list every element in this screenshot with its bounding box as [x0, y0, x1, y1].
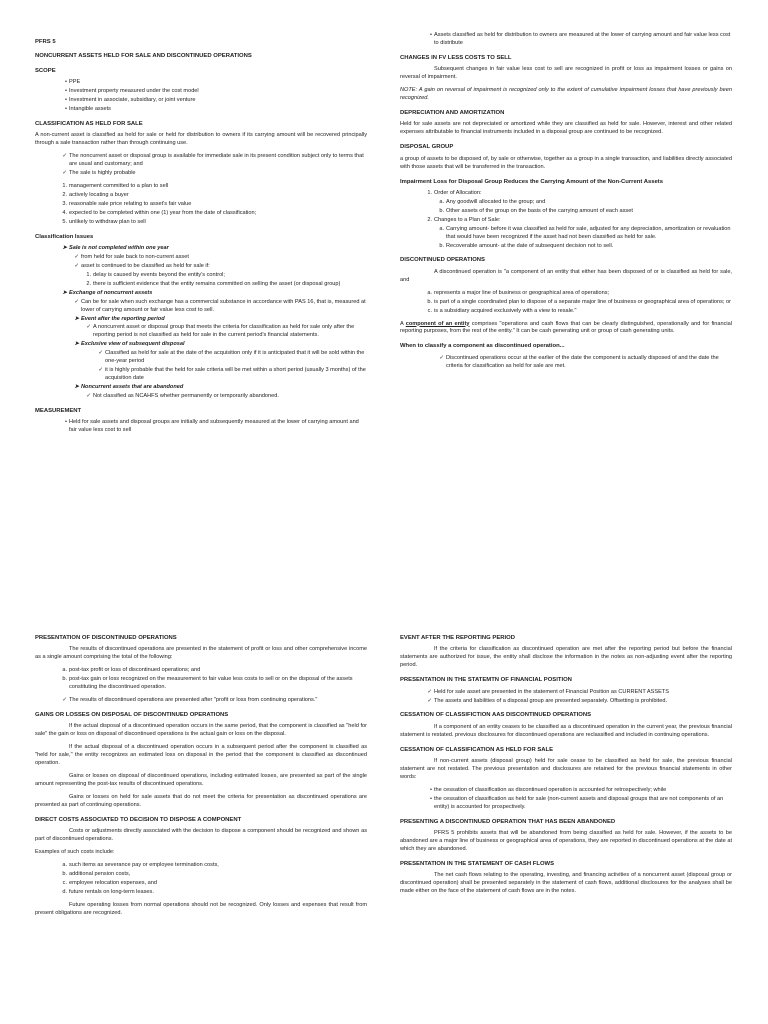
arrow-bullet-icon: ➤: [74, 384, 79, 390]
presentation-list: [35, 667, 367, 692]
list-item: • Investment property measured under the cost model: [65, 88, 199, 95]
page-2-left-column: [35, 628, 367, 923]
arrow-bullet-icon: ➤: [74, 315, 79, 322]
list-item: 5. unlikely to withdraw plan to sell: [62, 218, 146, 225]
classification-paragraph: A non-current asset is classified as held for sale or held for distribution to owners if its carrying amount will be recovered principally through a sale transaction rather than through continuing use.: [35, 132, 367, 147]
fv-changes-heading: CHANGES IN FV LESS COSTS TO SELL: [400, 54, 512, 61]
list-item: ✓ Held for sale asset are presented in the statement of Financial Position as CURRENT ASSETS: [434, 689, 732, 697]
direct-costs-list: [35, 862, 367, 897]
list-item: ✓ The assets and liabilities of a disposal group are presented separately. Offsetting is prohibited.: [434, 698, 732, 706]
list-item: a. Any goodwill allocated to the group; and: [439, 198, 546, 205]
checkmark-icon: ✓: [86, 392, 91, 399]
list-item: ✓ Can be for sale when such exchange has a commercial substance in accordance with PAS 16, that is, measured at lower of carrying amount or fair value less cost to sell.: [81, 299, 367, 315]
sfp-heading: PRESENTATION IN THE STATEMTN OF FINANCIAL POSITION: [400, 677, 572, 684]
document-header: PFRS 5: [35, 39, 56, 45]
gains-losses-paragraph: Gains or losses on disposal of discontinued operations, including estimated losses, are presented as part of the single amount representing the post-tax results of discontinued operations.: [35, 773, 367, 787]
discontinued-operations-heading: DISCONTINUED OPERATIONS: [400, 257, 485, 264]
checkmark-icon: ✓: [98, 367, 103, 374]
direct-costs-paragraph: Costs or adjustments directly associated with the decision to dispose a component should be recognized and shown as part of discontinued operations.: [35, 828, 367, 843]
checkmark-icon: ✓: [427, 688, 432, 695]
discontinued-criteria-list: [400, 290, 732, 316]
list-item: ✓ from held for sale back to non-current asset: [81, 254, 367, 262]
arrow-bullet-icon: ➤: [74, 341, 79, 348]
list-item: ✓ Classified as held for sale at the date of the acquisition only if it is anticipated that it will be sold within the one-year period: [105, 350, 367, 366]
list-item: d. future rentals on long-term leases.: [62, 888, 154, 895]
depreciation-heading: DEPRECIATION AND AMORTIZATION: [400, 110, 505, 116]
scope-list: [35, 79, 367, 114]
list-item: ✓ it is highly probable that the held for sale criteria will be met within a short period (usually 3 months) of the acquisition date: [105, 367, 367, 383]
list-item: b. additional pension costs,: [62, 870, 131, 877]
list-item: 3. reasonable sale price relating to asset's fair value: [62, 200, 192, 207]
document-title: NONCURRENT ASSETS HELD FOR SALE AND DISCONTINUED OPERATIONS: [35, 53, 252, 60]
gains-losses-heading: GAINS OR LOSSES ON DISPOSAL OF DISCONTINUED OPERATIONS: [35, 712, 229, 718]
checkmark-icon: ✓: [439, 354, 444, 361]
list-item: ✓ A noncurrent asset or disposal group that meets the criteria for classification as held for sale only after the reporting period is not classified as held for sale in the current period's financial statements.: [93, 324, 367, 340]
sfp-checklist: [400, 689, 732, 706]
list-item: 1. delay is caused by events beyond the entity's control;: [86, 271, 225, 278]
list-item: a. represents a major line of business or geographical area of operations;: [427, 289, 610, 296]
classification-issues-heading: Classification Issues: [35, 233, 94, 240]
checkmark-icon: ✓: [427, 697, 432, 704]
classification-heading: CLASSIFICATION AS HELD FOR SALE: [35, 120, 143, 127]
direct-costs-final-paragraph: Future operating losses from normal operations should not be recognized. Only losses and expenses that result from present obligations are recognized.: [35, 901, 367, 916]
checkmark-icon: ✓: [74, 253, 79, 260]
cash-flows-heading: PRESENTATION IN THE STATEMENT OF CASH FLOWS: [400, 860, 555, 867]
list-item: ✓ Not classified as NCAHFS whether permanently or temporarily abandoned.: [93, 393, 367, 401]
list-item: 2. Changes to a Plan of Sale:: [427, 216, 501, 223]
discontinued-operations-paragraph: A discontinued operation is "a component of an entity that either has been disposed of or is classified as held for sale, and: [400, 268, 732, 283]
page-1-right-column: [400, 32, 732, 376]
list-item: c. is a subsidiary acquired exclusively with a view to resale.": [427, 307, 577, 314]
page-2-right-column: [400, 628, 732, 901]
cessation-discontinued-heading: CESSATION OF CLASSIFICTION AAS DISCONTINUED OPERATIONS: [400, 712, 592, 719]
page-2: [0, 600, 768, 1024]
list-item: • Investment in associate, subsidiary, or joint venture: [65, 97, 196, 103]
arrow-bullet-icon: ➤: [62, 289, 67, 296]
list-item: ✓ asset is continued to be classified as held for sale if:: [81, 263, 367, 271]
arrow-bullet-icon: ➤: [62, 245, 67, 251]
list-item: b. is part of a single coordinated plan to dispose of a separate major line of business or geographical area of operations; or: [427, 298, 731, 305]
cessation-held-for-sale-heading: CESSATION OF CLASSIFICATION AS HELD FOR SALE: [400, 746, 554, 753]
list-item: • PPE: [65, 79, 81, 86]
disposal-group-heading: DISPOSAL GROUP: [400, 144, 454, 151]
impairment-heading: Impairment Loss for Disposal Group Reduces the Carrying Amount of the Non-Current Assets: [400, 178, 664, 185]
classification-checklist: [35, 153, 367, 178]
list-item: a. post-tax profit or loss of discontinued operations; and: [62, 667, 201, 674]
issue-item: ➤ Exclusive view of subsequent disposal: [81, 341, 367, 349]
list-item: ✓ Discontinued operations occur at the earlier of the date the component is actually disposed of and the date the criteria for classification as held for sale are met.: [446, 355, 732, 371]
list-item: ✓ The noncurrent asset or disposal group is available for immediate sale in its present condition subject only to terms that are usual and customary; and: [69, 153, 367, 169]
list-item: • Assets classified as held for distribution to owners are measured at the lower of carrying amount and fair value less cost to distribute: [430, 32, 731, 46]
list-item: 4. expected to be completed within one (1) year from the date of classification;: [62, 209, 257, 216]
disposal-group-paragraph: a group of assets to be disposed of, by sale or otherwise, together as a group in a single transaction, and liabilities directly associated with those assets that will be transferred in the transaction.: [400, 155, 732, 170]
checkmark-icon: ✓: [86, 324, 91, 331]
issue-item: ➤ Event after the reporting period: [81, 316, 367, 324]
list-item: • the cessation of classification as discontinued operation is accounted for retrospectively; while: [430, 786, 667, 793]
list-item: • the cessation of classification as held for sale (non-current assets and disposal groups that are not components of an entity) is accounted for prospectively.: [430, 795, 724, 810]
issue-item: ➤ Exchange of noncurrent assets: [69, 290, 367, 298]
abandoned-heading: PRESENTING A DISCONTINUED OPERATION THAT HAS BEEN ABANDONED: [400, 818, 616, 825]
checkmark-icon: ✓: [98, 350, 103, 357]
gains-losses-paragraph: Gains or losses on held for sale assets that do not meet the criteria for presentation as discontinued operations are presented as part of continuing operations.: [35, 793, 367, 808]
page-1-left-column: [35, 32, 367, 440]
list-item: b. Recoverable amount- at the date of subsequent decision not to sell.: [439, 242, 614, 249]
list-item: c. employee relocation expenses, and: [62, 879, 158, 886]
cessation-list: [400, 787, 732, 812]
when-to-classify-heading: When to classify a component as discontinued operation...: [400, 343, 565, 350]
direct-costs-examples-label: Examples of such costs include:: [35, 849, 115, 856]
component-definition-paragraph: A component of an entity comprises "operations and cash flows that can be clearly distinguished, operationally and for financial reporting purposes, from the rest of the entity." It can be cash generating unit or group of cash generating units.: [400, 320, 733, 335]
cessation-held-for-sale-paragraph: If non-current assets (disposal group) held for sale cease to be classified as held for sale, the previous financial statement are not restated. The previous presentation and disclosures are retained for the previous financial statements in other words:: [400, 758, 732, 780]
when-to-classify-list: [400, 355, 732, 371]
presentation-checklist: [35, 697, 367, 705]
gains-losses-paragraph: If the actual disposal of a discontinued operation occurs in a subsequent period after the component is classified as "held for sale," the entity recognizes an estimated loss on disposal in the period that the component is classified as discontinued operation.: [35, 744, 367, 767]
list-item: ✓ The results of discontinued operations are presented after "profit or loss from continuing operations.": [69, 697, 367, 705]
measurement-heading: MEASUREMENT: [35, 407, 82, 414]
checkmark-icon: ✓: [62, 170, 67, 176]
checkmark-icon: ✓: [62, 153, 67, 160]
list-item: 1. Order of Allocation:: [427, 189, 482, 196]
presentation-paragraph: The results of discontinued operations are presented in the statement of profit or loss and other comprehensive income as a single amount comprising the total of the following:: [35, 646, 367, 661]
list-item: 1. management committed to a plan to sell: [62, 182, 169, 189]
list-item: a. Carrying amount- before it was classified as held for sale, adjusted for any depreciation, amortization or revaluation that would have been recognized if the asset had not been classified as held for sale.: [439, 225, 731, 240]
checkmark-icon: ✓: [74, 262, 79, 269]
checkmark-icon: ✓: [74, 298, 79, 305]
impairment-list: [400, 190, 732, 251]
distribution-list: [400, 32, 732, 48]
issue-item: ➤ Noncurrent assets that are abandoned: [81, 384, 367, 392]
list-item: a. such items as severance pay or employee termination costs,: [62, 862, 219, 868]
direct-costs-heading: DIRECT COSTS ASSOCIATED TO DECISION TO DISPOSE A COMPONENT: [35, 816, 242, 823]
issue-item: ➤ Sale is not completed within one year: [69, 245, 367, 253]
abandoned-paragraph: PFRS 5 prohibits assets that will be abandoned from being classified as held for sale. However, if the assets to be abandoned are a major line of business or geographical area of operations, they are reported in discontinued operations at the date at which they are abandoned.: [400, 830, 732, 852]
list-item: ✓ The sale is highly probable: [69, 170, 367, 178]
event-after-heading: EVENT AFTER THE REPORTING PERIOD: [400, 635, 515, 641]
list-item: • Held for sale assets and disposal groups are initially and subsequently measured at the lower of carrying amount and fair value less cost to sell: [65, 419, 359, 434]
list-item: b. Other assets of the group on the basis of the carrying amount of each asset: [439, 207, 633, 214]
classification-issues-list: [35, 245, 367, 401]
depreciation-paragraph: Held for sale assets are not depreciated or amortized while they are classified as held for sale. However, interest and other related expenses attributable to financial instruments included in a disposal group are continued to be recognized.: [400, 121, 732, 136]
probable-criteria-list: [35, 183, 367, 227]
list-item: • Intangible assets: [65, 105, 111, 112]
list-item: 2. actively locating a buyer: [62, 191, 129, 198]
fv-note: NOTE: A gain on reversal of impairment is recognized only to the extent of cumulative impairment losses that have previously been recognized.: [400, 87, 732, 102]
fv-changes-paragraph: Subsequent changes in fair value less cost to sell are recognized in profit or loss as impairment losses or gains on reversal of impairment.: [400, 66, 732, 81]
checkmark-icon: ✓: [62, 697, 67, 704]
cash-flows-paragraph: The net cash flows relating to the operating, investing, and financing activities of a noncurrent asset (disposal group or discontinued operation) shall be presented separately in the statement of cash flows, additional disclosures for the analyses shall be made either on the face of the statement of cash flows are in the notes.: [400, 872, 732, 895]
cessation-discontinued-paragraph: If a component of an entity ceases to be classified as a discontinued operation in the current year, the previous financial statement is restated. previous disclosures for discontinued operations are reclassified and included in continuing operations.: [400, 723, 732, 738]
component-term: component of an entity: [405, 320, 470, 327]
list-item: 2. there is sufficient evidence that the entity remains committed on selling the asset (or disposal group): [86, 280, 341, 287]
scope-heading: SCOPE: [35, 67, 56, 74]
list-item: b. post-tax gain or loss recognized on the measurement to fair value less costs to sell or on the disposal of the assets constituting the discontinued operation.: [62, 676, 353, 691]
presentation-heading: PRESENTATION OF DISCONTINUED OPERATIONS: [35, 635, 177, 641]
event-after-paragraph: If the criteria for classification as discontinued operation are met after the reporting period but before the financial statements are authorized for issue, the entity shall disclose the information in the notes as non-adjusting event after the reporting period.: [400, 646, 732, 669]
gains-losses-paragraph: If the actual disposal of a discontinued operation occurs in the same period, that the component is classified as "held for sale" the gain or loss on disposal of discontinued operations is the actual gain or loss on the disposal.: [35, 723, 367, 738]
measurement-list: [35, 419, 367, 435]
